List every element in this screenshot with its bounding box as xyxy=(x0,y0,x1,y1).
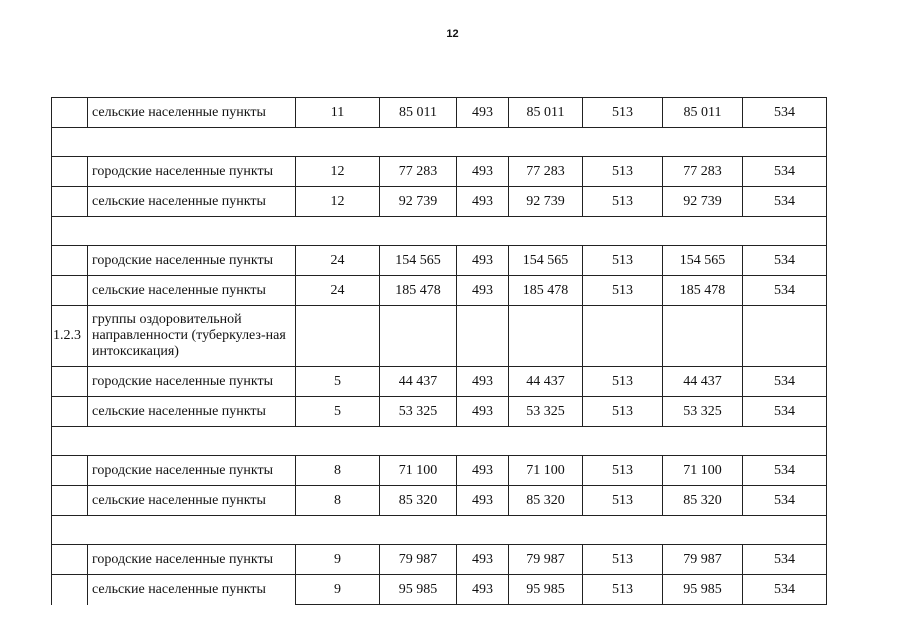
value-cell: 534 xyxy=(743,246,827,276)
code-cell xyxy=(52,575,88,605)
table-row xyxy=(52,98,827,128)
value-cell: 154 565 xyxy=(380,246,457,276)
value-cell xyxy=(380,306,457,367)
name-cell: сельские населенные пункты xyxy=(88,187,296,217)
code-cell xyxy=(52,397,88,427)
name-cell: городские населенные пункты xyxy=(88,545,296,575)
section-separator-row xyxy=(52,217,827,246)
code-cell xyxy=(52,486,88,516)
value-cell: 493 xyxy=(457,246,509,276)
group-header-row xyxy=(52,306,827,367)
tariff-table xyxy=(51,97,827,605)
separator-cell xyxy=(52,427,827,456)
value-cell: 24 xyxy=(296,276,380,306)
table-row xyxy=(52,157,827,187)
value-cell: 513 xyxy=(583,157,663,187)
value-cell xyxy=(296,306,380,367)
value-cell: 11 xyxy=(296,98,380,128)
value-cell: 92 739 xyxy=(509,187,583,217)
page-number: 12 xyxy=(446,28,459,40)
code-cell xyxy=(52,456,88,486)
value-cell xyxy=(457,306,509,367)
value-cell: 8 xyxy=(296,456,380,486)
value-cell: 53 325 xyxy=(380,397,457,427)
value-cell: 534 xyxy=(743,486,827,516)
code-cell xyxy=(52,246,88,276)
name-cell: городские населенные пункты xyxy=(88,246,296,276)
value-cell: 71 100 xyxy=(509,456,583,486)
value-cell: 185 478 xyxy=(663,276,743,306)
name-cell: сельские населенные пункты xyxy=(88,397,296,427)
value-cell: 95 985 xyxy=(509,575,583,605)
table-row xyxy=(52,276,827,306)
value-cell: 534 xyxy=(743,397,827,427)
section-separator-row xyxy=(52,427,827,456)
value-cell: 493 xyxy=(457,367,509,397)
value-cell: 513 xyxy=(583,456,663,486)
value-cell xyxy=(509,306,583,367)
value-cell: 53 325 xyxy=(663,397,743,427)
value-cell: 154 565 xyxy=(509,246,583,276)
value-cell: 12 xyxy=(296,187,380,217)
value-cell: 493 xyxy=(457,397,509,427)
name-cell: городские населенные пункты xyxy=(88,367,296,397)
separator-cell xyxy=(52,128,827,157)
value-cell: 534 xyxy=(743,98,827,128)
value-cell: 513 xyxy=(583,246,663,276)
value-cell: 77 283 xyxy=(380,157,457,187)
code-cell xyxy=(52,545,88,575)
value-cell: 85 320 xyxy=(380,486,457,516)
value-cell: 513 xyxy=(583,187,663,217)
value-cell: 534 xyxy=(743,575,827,605)
value-cell xyxy=(583,306,663,367)
value-cell: 77 283 xyxy=(663,157,743,187)
code-cell xyxy=(52,367,88,397)
value-cell: 77 283 xyxy=(509,157,583,187)
value-cell: 53 325 xyxy=(509,397,583,427)
value-cell: 493 xyxy=(457,575,509,605)
table-row xyxy=(52,456,827,486)
name-cell: городские населенные пункты xyxy=(88,157,296,187)
value-cell: 154 565 xyxy=(663,246,743,276)
value-cell: 513 xyxy=(583,545,663,575)
value-cell: 534 xyxy=(743,276,827,306)
value-cell: 12 xyxy=(296,157,380,187)
code-cell xyxy=(52,98,88,128)
name-cell: городские населенные пункты xyxy=(88,456,296,486)
name-cell: сельские населенные пункты xyxy=(88,98,296,128)
value-cell: 95 985 xyxy=(663,575,743,605)
value-cell: 513 xyxy=(583,367,663,397)
value-cell: 534 xyxy=(743,187,827,217)
value-cell xyxy=(663,306,743,367)
value-cell: 9 xyxy=(296,575,380,605)
value-cell: 79 987 xyxy=(663,545,743,575)
value-cell: 493 xyxy=(457,98,509,128)
table-row xyxy=(52,187,827,217)
value-cell: 44 437 xyxy=(663,367,743,397)
section-separator-row xyxy=(52,516,827,545)
value-cell: 85 011 xyxy=(509,98,583,128)
value-cell: 92 739 xyxy=(380,187,457,217)
code-cell xyxy=(52,157,88,187)
name-cell: сельские населенные пункты xyxy=(88,276,296,306)
table-row xyxy=(52,246,827,276)
value-cell: 85 011 xyxy=(380,98,457,128)
value-cell: 44 437 xyxy=(380,367,457,397)
table-row xyxy=(52,575,827,605)
value-cell: 95 985 xyxy=(380,575,457,605)
table-row xyxy=(52,397,827,427)
value-cell: 534 xyxy=(743,456,827,486)
value-cell: 513 xyxy=(583,276,663,306)
table-row xyxy=(52,545,827,575)
value-cell: 513 xyxy=(583,98,663,128)
value-cell: 493 xyxy=(457,187,509,217)
value-cell: 493 xyxy=(457,456,509,486)
value-cell: 79 987 xyxy=(509,545,583,575)
value-cell: 44 437 xyxy=(509,367,583,397)
value-cell: 493 xyxy=(457,486,509,516)
value-cell: 79 987 xyxy=(380,545,457,575)
value-cell: 513 xyxy=(583,486,663,516)
name-cell: сельские населенные пункты xyxy=(88,575,296,605)
separator-cell xyxy=(52,516,827,545)
value-cell: 493 xyxy=(457,157,509,187)
value-cell: 493 xyxy=(457,545,509,575)
name-cell: сельские населенные пункты xyxy=(88,486,296,516)
value-cell: 24 xyxy=(296,246,380,276)
value-cell: 534 xyxy=(743,367,827,397)
value-cell: 534 xyxy=(743,545,827,575)
value-cell: 9 xyxy=(296,545,380,575)
value-cell: 5 xyxy=(296,397,380,427)
code-cell: 1.2.3 xyxy=(52,306,88,367)
value-cell: 85 011 xyxy=(663,98,743,128)
separator-cell xyxy=(52,217,827,246)
value-cell: 85 320 xyxy=(663,486,743,516)
table-row xyxy=(52,486,827,516)
value-cell: 85 320 xyxy=(509,486,583,516)
name-cell: группы оздоровительной направленности (туберкулез-ная интоксикация) xyxy=(88,306,296,367)
value-cell: 493 xyxy=(457,276,509,306)
section-separator-row xyxy=(52,128,827,157)
table-row xyxy=(52,367,827,397)
value-cell: 185 478 xyxy=(380,276,457,306)
value-cell: 8 xyxy=(296,486,380,516)
value-cell: 92 739 xyxy=(663,187,743,217)
value-cell: 185 478 xyxy=(509,276,583,306)
value-cell: 513 xyxy=(583,397,663,427)
value-cell: 5 xyxy=(296,367,380,397)
value-cell: 71 100 xyxy=(380,456,457,486)
value-cell: 71 100 xyxy=(663,456,743,486)
code-cell xyxy=(52,187,88,217)
code-cell xyxy=(52,276,88,306)
value-cell: 513 xyxy=(583,575,663,605)
value-cell: 534 xyxy=(743,157,827,187)
value-cell xyxy=(743,306,827,367)
